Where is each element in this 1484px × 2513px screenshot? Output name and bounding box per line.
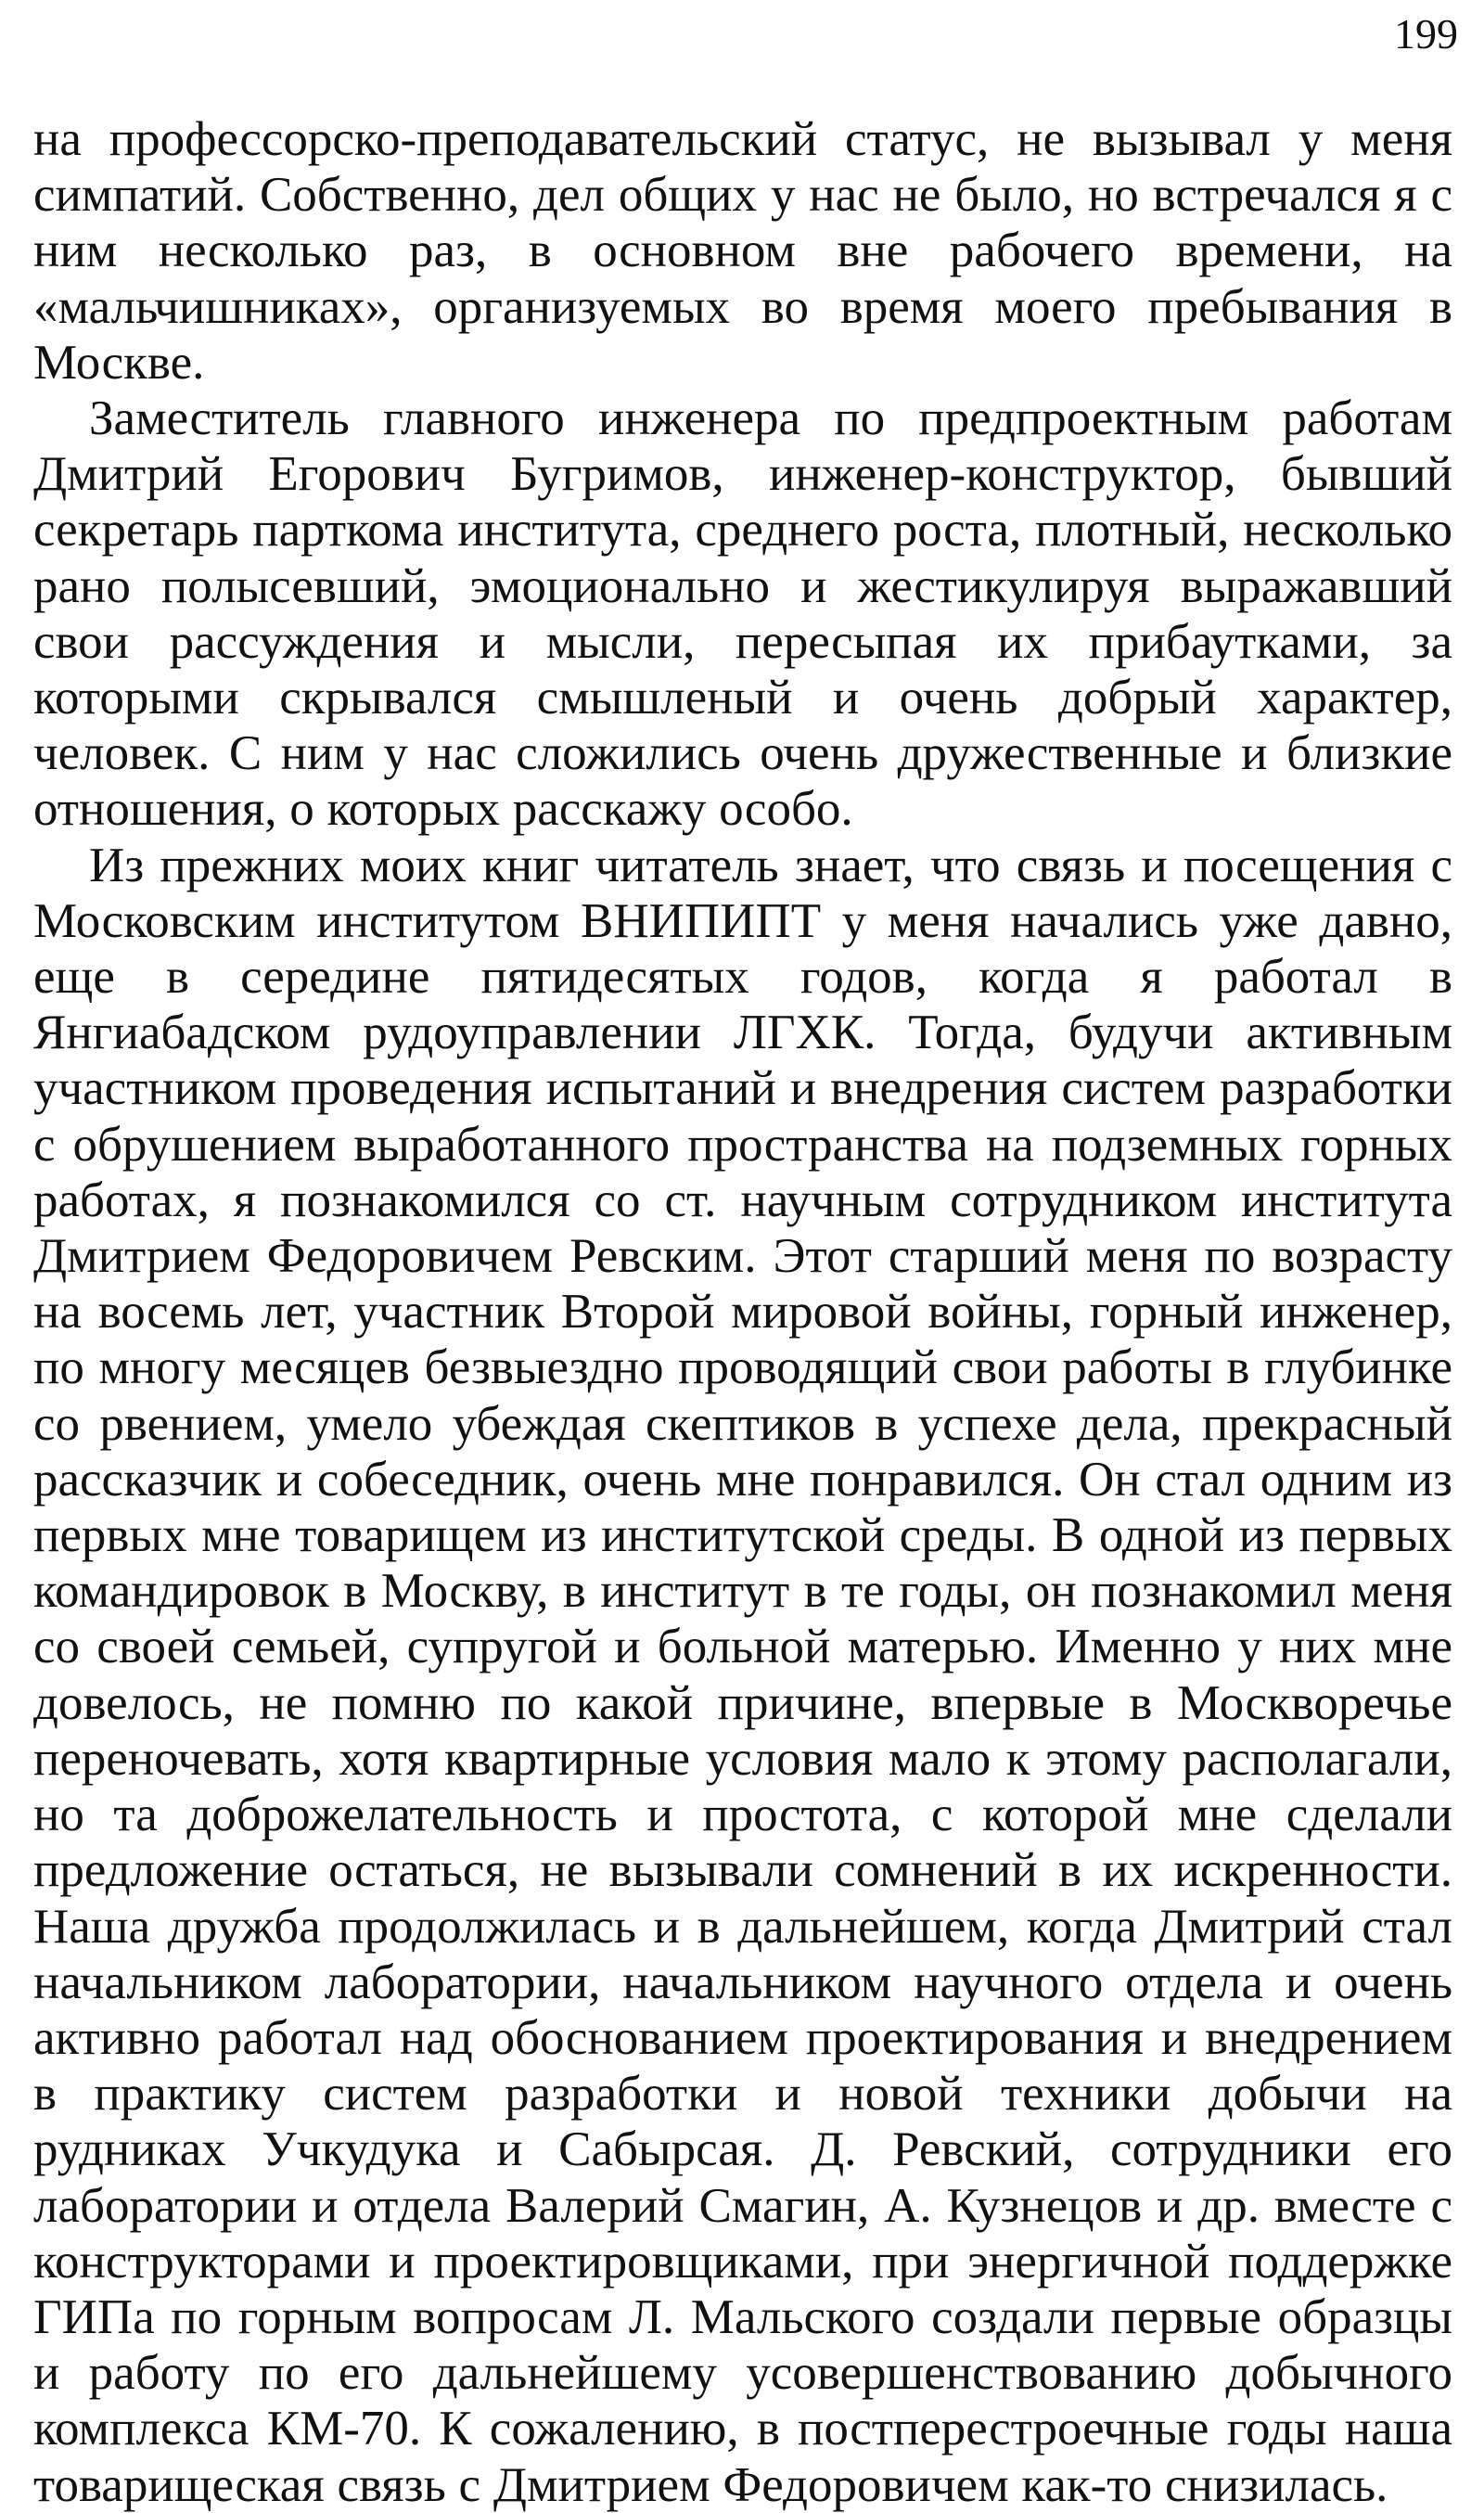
page-number: 199 <box>1394 10 1458 58</box>
paragraph-continuation: на профессорско-преподавательский статус, не вызывал у меня симпатий. Собственно, дел общих у нас не было, но встречался я с ним несколько раз, в основном вне рабочего времени, на «мальчишниках», организуемых во время моего пребывания в Москве. <box>33 112 1452 390</box>
paragraph-bugrimov: Заместитель главного инженера по предпроектным работам Дмитрий Егорович Бугримов, инженер-конструктор, бывший секретарь парткома института, среднего роста, плотный, несколько рано полысевший, эмоционально и жестикулируя выражавший свои рассуждения и мысли, пересыпая их прибаутками, за которыми скрывался смышленый и очень добрый характер, человек. С ним у нас сложились очень дружественные и близкие отношения, о которых расскажу особо. <box>33 391 1452 837</box>
text-body <box>33 111 1452 2513</box>
paragraph-revsky: Из прежних моих книг читатель знает, что связь и посещения с Московским институтом ВНИПИПТ у меня начались уже давно, еще в середине пятидесятых годов, когда я работал в Янгиабадском рудоуправлении ЛГХК. Тогда, будучи активным участником проведения испытаний и внедрения систем разработки с обрушением выработанного пространства на подземных горных работах, я познакомился со ст. научным сотрудником института Дмитрием Федоровичем Ревским. Этот старший меня по возрасту на восемь лет, участник Второй мировой войны, горный инженер, по многу месяцев безвыездно проводящий свои работы в глубинке со рвением, умело убеждая скептиков в успехе дела, прекрасный рассказчик и собеседник, очень мне понравился. Он стал одним из первых мне товарищем из институтской среды. В одной из первых командировок в Москву, в институт в те годы, он познакомил меня со своей семьей, супругой и больной матерью. Именно у них мне довелось, не помню по какой причине, впервые в Москворечье переночевать, хотя квартирные условия мало к этому располагали, но та доброжелательность и простота, с которой мне сделали предложение остаться, не вызывали сомнений в их искренности. Наша дружба продолжилась и в дальнейшем, когда Дмитрий стал начальником лаборатории, начальником научного отдела и очень активно работал над обоснованием проектирования и внедрением в практику систем разработки и новой техники добычи на рудниках Учкудука и Сабырсая. Д. Ревский, сотрудники его лаборатории и отдела Валерий Смагин, А. Кузнецов и др. вместе с конструкторами и проектировщиками, при энергичной поддержке ГИПа по горным вопросам Л. Мальского создали первые образцы и работу по его дальнейшему усовершенствованию добычного комплекса КМ-70. К сожалению, в постперестроечные годы наша товарищеская связь с Дмитрием Федоровичем как-то снизилась. <box>33 838 1452 2512</box>
